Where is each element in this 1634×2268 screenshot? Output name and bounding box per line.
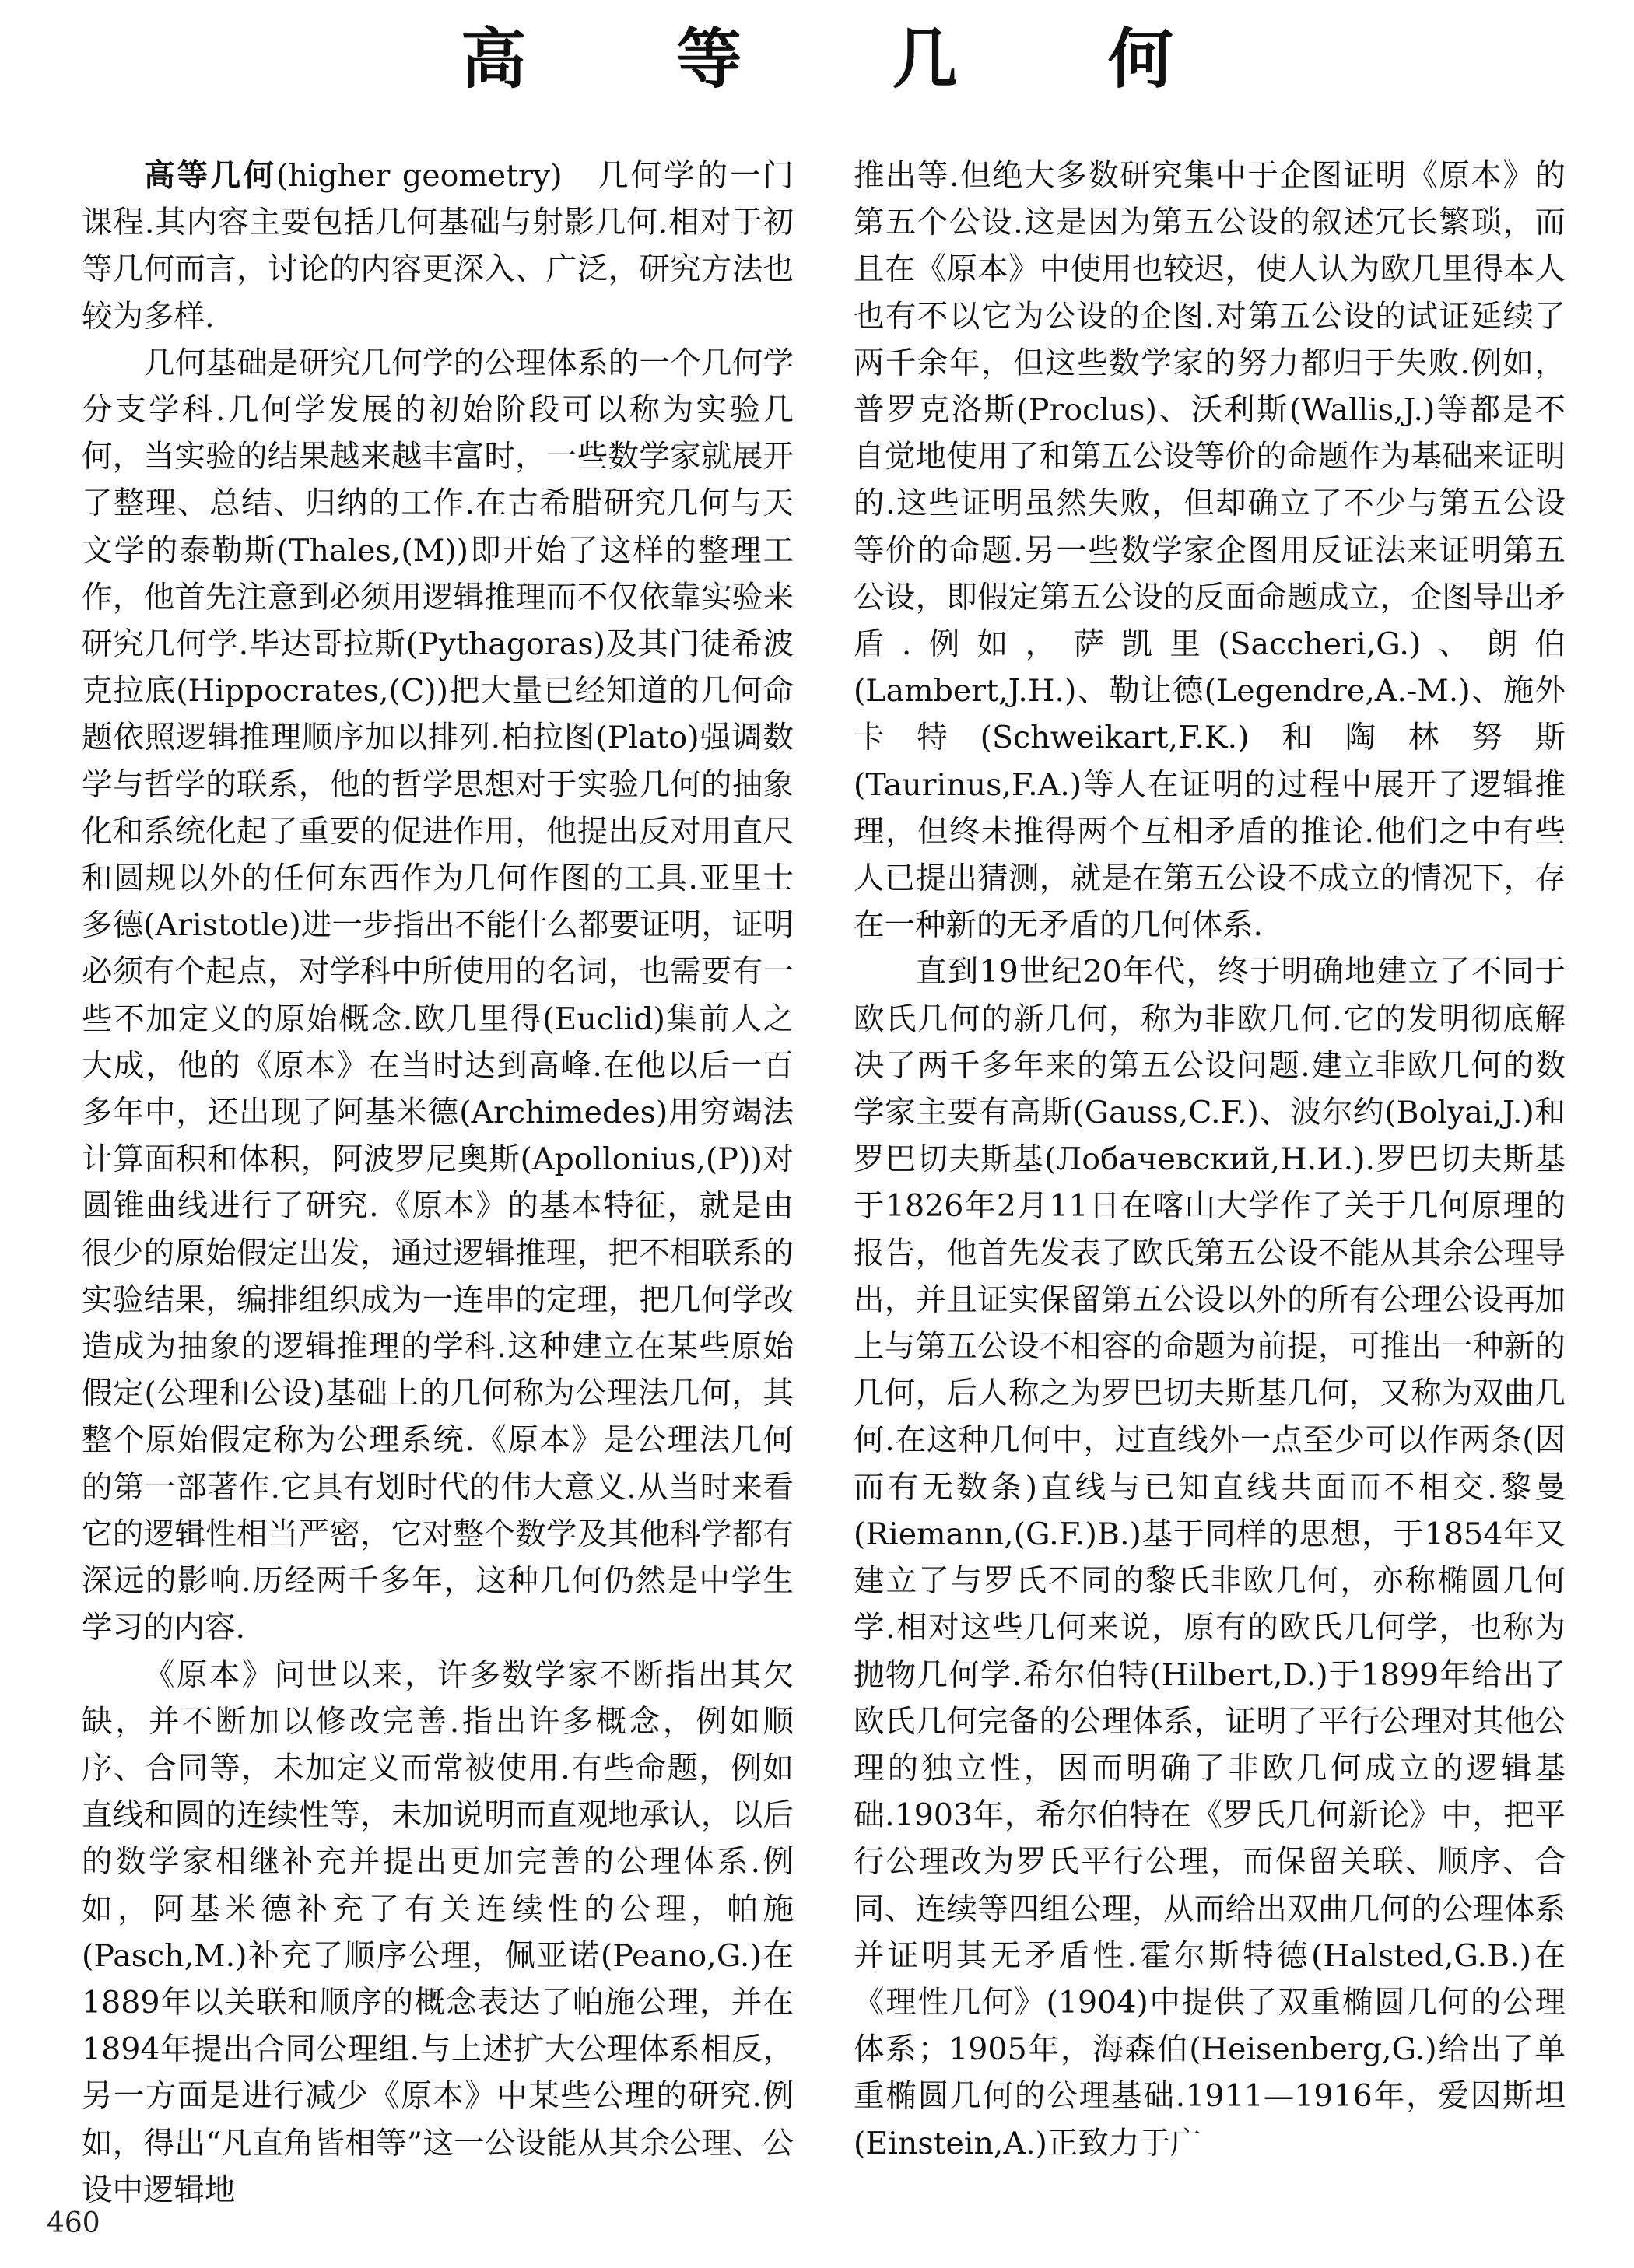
fifth-postulate-paragraph: 推出等.但绝大多数研究集中于企图证明《原本》的第五个公设.这是因为第五公设的叙述冗长繁琐，而且在《原本》中使用也较迟，使人认为欧几里得本人也有不以它为公设的企图.对第五公设的试证延续了两千余年，但这些数学家的努力都归于失败.例如，普罗克洛斯(Proclus)、沃利斯(Wallis,J.)等都是不自觉地使用了和第五公设等价的命题作为基础来证明的.这些证明虽然失败，但却确立了不少与第五公设等价的命题.另一些数学家企图用反证法来证明第五公设，即假定第五公设的反面命题成立，企图导出矛盾.例如，萨凯里(Saccheri,G.)、朗伯(Lambert,J.H.)、勒让德(Legendre,A.-M.)、施外卡特(Schweikart,F.K.)和陶林努斯(Taurinus,F.A.)等人在证明的过程中展开了逻辑推理，但终未推得两个互相矛盾的推论.他们之中有些人已提出猜测，就是在第五公设不成立的情况下，存在一种新的无矛盾的几何体系. (854, 158, 1566, 944)
intro-paragraph (82, 152, 794, 340)
right-column (854, 152, 1566, 2175)
foundations-paragraph: 几何基础是研究几何学的公理体系的一个几何学分支学科.几何学发展的初始阶段可以称为实验几何，当实验的结果越来越丰富时，一些数学家就展开了整理、总结、归纳的工作.在古希腊研究几何与天文学的泰勒斯(Thales,(M))即开始了这样的整理工作，他首先注意到必须用逻辑推理而不仅依靠实验来研究几何学.毕达哥拉斯(Pythagoras)及其门徒希波克拉底(Hippocrates,(C))把大量已经知道的几何命题依照逻辑推理顺序加以排列.柏拉图(Plato)强调数学与哲学的联系，他的哲学思想对于实验几何的抽象化和系统化起了重要的促进作用，他提出反对用直尺和圆规以外的任何东西作为几何作图的工具.亚里士多德(Aristotle)进一步指出不能什么都要证明，证明必须有个起点，对学科中所使用的名词，也需要有一些不加定义的原始概念.欧几里得(Euclid)集前人之大成，他的《原本》在当时达到高峰.在他以后一百多年中，还出现了阿基米德(Archimedes)用穷竭法计算面积和体积，阿波罗尼奥斯(Apollonius,(P))对圆锥曲线进行了研究.《原本》的基本特征，就是由很少的原始假定出发，通过逻辑推理，把不相联系的实验结果，编排组织成为一连串的定理，把几何学改造成为抽象的逻辑推理的学科.这种建立在某些原始假定(公理和公设)基础上的几何称为公理法几何，其整个原始假定称为公理系统.《原本》是公理法几何的第一部著作.它具有划时代的伟大意义.从当时来看它的逻辑性相当严密，它对整个数学及其他科学都有深远的影响.历经两千多年，这种几何仍然是中学生学习的内容. (82, 345, 794, 1646)
non-euclidean-paragraph: 直到19世纪20年代，终于明确地建立了不同于欧氏几何的新几何，称为非欧几何.它的发明彻底解决了两千多年来的第五公设问题.建立非欧几何的数学家主要有高斯(Gauss,C.F.)、波尔约(Bolyai,J.)和罗巴切夫斯基(Лобачевский,Н.И.).罗巴切夫斯基于1826年2月11日在喀山大学作了关于几何原理的报告，他首先发表了欧氏第五公设不能从其余公理导出，并且证实保留第五公设以外的所有公理公设再加上与第五公设不相容的命题为前提，可推出一种新的几何，后人称之为罗巴切夫斯基几何，又称为双曲几何.在这种几何中，过直线外一点至少可以作两条(因而有无数条)直线与已知直线共面而不相交.黎曼(Riemann,(G.F.)B.)基于同样的思想，于1854年又建立了与罗氏不同的黎氏非欧几何，亦称椭圆几何学.相对这些几何来说，原有的欧氏几何学，也称为抛物几何学.希尔伯特(Hilbert,D.)于1899年给出了欧氏几何完备的公理体系，证明了平行公理对其他公理的独立性，因而明确了非欧几何成立的逻辑基础.1903年，希尔伯特在《罗氏几何新论》中，把平行公理改为罗氏平行公理，而保留关联、顺序、合同、连续等四组公理，从而给出双曲几何的公理体系并证明其无矛盾性.霍尔斯特德(Halsted,G.B.)在《理性几何》(1904)中提供了双重椭圆几何的公理体系；1905年，海森伯(Heisenberg,G.)给出了单重椭圆几何的公理基础.1911—1916年，爱因斯坦(Einstein,A.)正致力于广 (854, 954, 1566, 2161)
left-column (82, 152, 794, 2208)
entry-term: 高等几何 (144, 158, 276, 194)
page-number: 460 (47, 2207, 100, 2239)
page-title: 高 等 几 何 (461, 21, 1237, 97)
elements-revision-paragraph: 《原本》问世以来，许多数学家不断指出其欠缺，并不断加以修改完善.指出许多概念，例如顺序、合同等，未加定义而常被使用.有些命题，例如直线和圆的连续性等，未加说明而直观地承认，以后的数学家相继补充并提出更加完善的公理体系.例如，阿基米德补充了有关连续性的公理，帕施(Pasch,M.)补充了顺序公理，佩亚诺(Peano,G.)在1889年以关联和顺序的概念表达了帕施公理，并在1894年提出合同公理组.与上述扩大公理体系相反，另一方面是进行减少《原本》中某些公理的研究.例如，得出“凡直角皆相等”这一公设能从其余公理、公设中逻辑地 (82, 1656, 794, 2208)
intro-text: (higher geometry) 几何学的一门课程.其内容主要包括几何基础与射影几何.相对于初等几何而言，讨论的内容更深入、广泛，研究方法也较为多样. (82, 158, 794, 335)
